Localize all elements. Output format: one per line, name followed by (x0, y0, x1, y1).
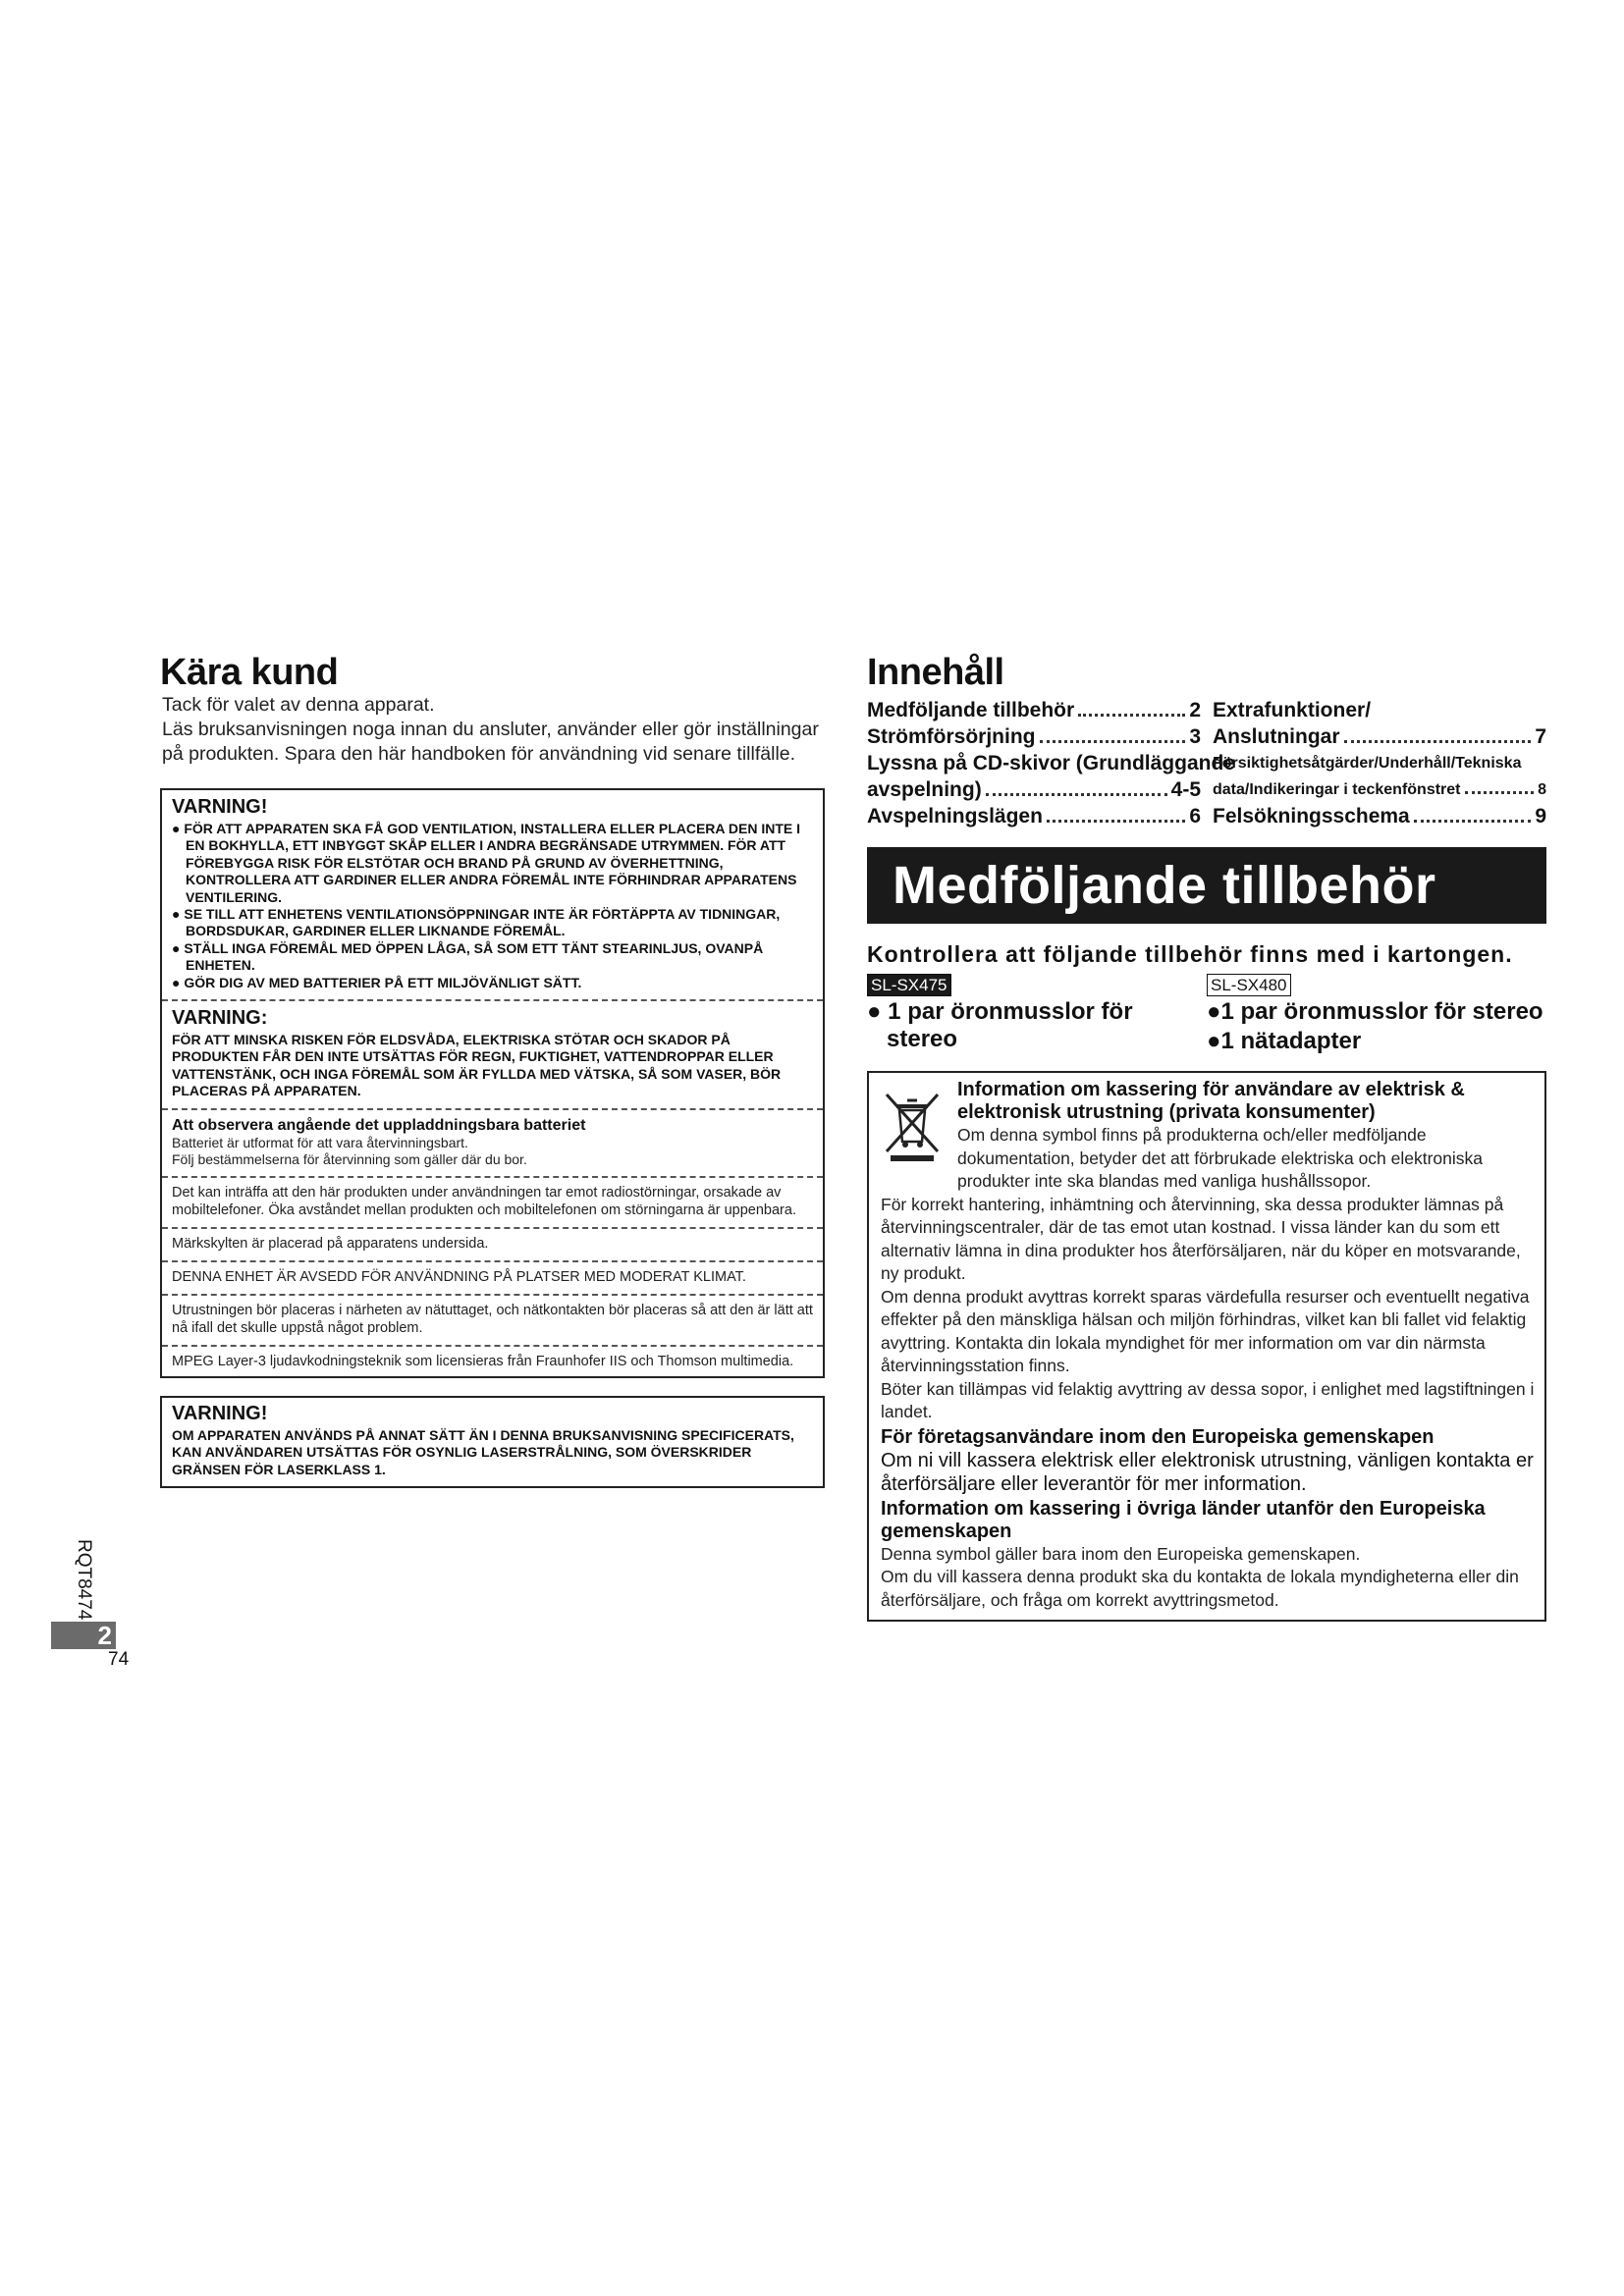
check-instruction: Kontrollera att följande tillbehör finns med i kartongen. (867, 941, 1513, 967)
accessory-models (867, 974, 1546, 1055)
warning-item: ● FÖR ATT APPARATEN SKA FÅ GOD VENTILATION, INSTALLERA ELLER PLACERA DEN INTE I EN BOKHYLLA, ETT INBYGGT SKÅP ELLER I ANDRA BEGRÄNSADE UTRYMMEN. FÖR ATT FÖREBYGGA RISK FÖR ELSTÖTAR OCH BRAND PÅ GRUND AV ÖVERHETTNING, KONTROLLERA ATT GARDINER ELLER ANDRA FÖREMÅL INTE FÖRHINDRAR APPARATENS VENTILERING. (172, 821, 801, 905)
note: Det kan inträffa att den här produkten under användningen tar emot radiostörningar, orsakade av mobiltelefoner. Öka avståndet mellan produkten och mobiltelefonen om störningarna är uppenbara. (172, 1184, 796, 1218)
document-code: RQT8474 (74, 1539, 94, 1621)
intro-line: Tack för valet av denna apparat. (162, 694, 435, 716)
info-paragraph: Denna symbol gäller bara inom den Europeiska gemenskapen. (881, 1543, 1361, 1564)
accessory-item: ●1 nätadapter (1207, 1028, 1362, 1054)
info-paragraph: Om denna symbol finns på produkterna och/eller medföljande dokumentation, betyder det att förbrukade elektriska och elektroniska produkter inte ska blandas med vanliga hushållssopor. (957, 1125, 1484, 1191)
toc-item: Strömförsörjning 3 (867, 725, 1201, 748)
intro-line: Läs bruksanvisningen noga innan du ansluter, använder eller gör inställningar (162, 719, 819, 740)
note: Märkskylten är placerad på apparatens undersida. (172, 1235, 489, 1252)
battery-line: Batteriet är utformat för att vara återvinningsbart. (172, 1134, 468, 1150)
crossed-bin-icon (881, 1089, 944, 1161)
accessory-item: ● 1 par öronmusslor för stereo (867, 998, 1133, 1052)
intro (162, 693, 825, 767)
info-paragraph: Om ni vill kassera elektrisk eller elektronisk utrustning, vänligen kontakta er återförsäljare eller leverantör för mer information. (881, 1449, 1534, 1495)
info-paragraph: För korrekt hantering, inhämtning och återvinning, ska dessa produkter lämnas på återvinningscentraler, där de tas emot utan kostnad. I vissa länder kan du som ett alternativ lämna in dina produkter hos återförsäljaren, när du köper en motsvarande, ny produkt. (881, 1194, 1521, 1283)
info-paragraph: Om du vill kassera denna produkt ska du kontakta de lokala myndigheterna eller din återförsäljare, och fråga om korrekt avyttringsmetod. (881, 1567, 1519, 1610)
right-column (867, 652, 1546, 1622)
warning-item: ● GÖR DIG AV MED BATTERIER PÅ ETT MILJÖVÄNLIGT SÄTT. (172, 974, 582, 990)
divider (162, 1227, 823, 1229)
disposal-info-box (867, 1071, 1546, 1622)
toc-title: Innehåll (867, 652, 1004, 693)
warning-text: FÖR ATT MINSKA RISKEN FÖR ELDSVÅDA, ELEKTRISKA STÖTAR OCH SKADOR PÅ PRODUKTEN FÅR DEN INTE UTSÄTTAS FÖR REGN, FUKTIGHET, VATTENDROPPAR ELLER VATTENSTÄNK, OCH INGA FÖREMÅL SOM ÄR FYLLDA MED VÄTSKA, SÅ SOM VASER, BÖR PLACERAS PÅ APPARATEN. (172, 1032, 782, 1099)
warning-item: ● STÄLL INGA FÖREMÅL MED ÖPPEN LÅGA, SÅ SOM ETT TÄNT STEARINLJUS, OVANPÅ ENHETEN. (172, 939, 764, 974)
divider (162, 1176, 823, 1178)
warning-text: OM APPARATEN ANVÄNDS PÅ ANNAT SÄTT ÄN I DENNA BRUKSANVISNING SPECIFICERATS, KAN ANVÄNDAREN UTSÄTTAS FÖR OSYNLIG LASERSTRÅLNING, SOM ÖVERSKRIDER GRÄNSEN FÖR LASERKLASS 1. (172, 1426, 794, 1477)
section-banner: Medföljande tillbehör (867, 847, 1546, 924)
toc-item: Medföljande tillbehör 2 (867, 699, 1201, 721)
toc-item: Felsökningsschema 9 (1213, 805, 1546, 828)
toc-item: Extrafunktioner/ (1213, 699, 1372, 721)
note: DENNA ENHET ÄR AVSEDD FÖR ANVÄNDNING PÅ PLATSER MED MODERAT KLIMAT. (172, 1268, 746, 1285)
info-paragraph: Om denna produkt avyttras korrekt sparas värdefulla resurser och eventuellt negativa effekter på den mänskliga hälsan och miljön förhindras, vilket kan bli fallet vid felaktig avyttring. Kontakta din lokala myndighet för mer information om var din närmsta återvinningsstation finns. (881, 1286, 1530, 1375)
battery-line: Följ bestämmelserna för återvinning som gäller där du bor. (172, 1150, 527, 1167)
divider (162, 999, 823, 1001)
page-number: 2 (51, 1622, 116, 1649)
toc-item: Försiktighetsåtgärder/Underhåll/Tekniska (1213, 755, 1522, 772)
note: Utrustningen bör placeras i närheten av nätuttaget, och nätkontakten bör placeras så att den är lätt att nå ifall det skulle uppstå något problem. (172, 1302, 813, 1336)
intro-line: på produkten. Spara den här handboken för användning vid senare tillfälle. (162, 743, 796, 765)
model-column (867, 974, 1207, 1055)
toc-item: data/Indikeringar i teckenfönstret 8 (1213, 781, 1546, 798)
info-subheading: Information om kassering i övriga länder utanför den Europeiska gemenskapen (881, 1497, 1486, 1542)
toc-item: avspelning) 4-5 (867, 778, 1201, 801)
info-heading: Information om kassering för användare av elektrisk & elektronisk utrustning (privata konsumenter) (957, 1079, 1465, 1123)
warning-heading: VARNING: (172, 1007, 268, 1030)
toc-item: Avspelningslägen 6 (867, 805, 1201, 828)
note: MPEG Layer-3 ljudavkodningsteknik som licensieras från Fraunhofer IIS och Thomson multimedia. (172, 1353, 794, 1369)
divider (162, 1294, 823, 1296)
divider (162, 1345, 823, 1347)
model-column (1207, 974, 1546, 1055)
battery-heading: Att observera angående det uppladdningsbara batteriet (172, 1116, 586, 1134)
page-subnumber: 74 (108, 1649, 130, 1670)
model-tag: SL-SX475 (867, 974, 951, 996)
info-subheading: För företagsanvändare inom den Europeiska gemenskapen (881, 1425, 1435, 1448)
toc-item: Lyssna på CD-skivor (Grundläggande (867, 752, 1235, 774)
safety-box (160, 788, 825, 1378)
model-tag: SL-SX480 (1207, 974, 1291, 996)
divider (162, 1108, 823, 1110)
warning-heading: VARNING! (172, 796, 268, 818)
warning-item: ● SE TILL ATT ENHETENS VENTILATIONSÖPPNINGAR INTE ÄR FÖRTÄPPTA AV TIDNINGAR, BORDSDUKAR, GARDINER ELLER LIKNANDE FÖREMÅL. (172, 906, 781, 939)
left-column (160, 652, 825, 1488)
warning-heading: VARNING! (172, 1402, 268, 1424)
laser-warning-box (160, 1396, 825, 1488)
toc-item: Anslutningar 7 (1213, 725, 1546, 748)
page-title: Kära kund (160, 652, 339, 693)
table-of-contents (867, 697, 1546, 829)
divider (162, 1260, 823, 1262)
accessory-item: ●1 par öronmusslor för stereo (1207, 998, 1543, 1025)
info-paragraph: Böter kan tillämpas vid felaktig avyttring av dessa sopor, i enlighet med lagstiftningen i landet. (881, 1378, 1535, 1421)
